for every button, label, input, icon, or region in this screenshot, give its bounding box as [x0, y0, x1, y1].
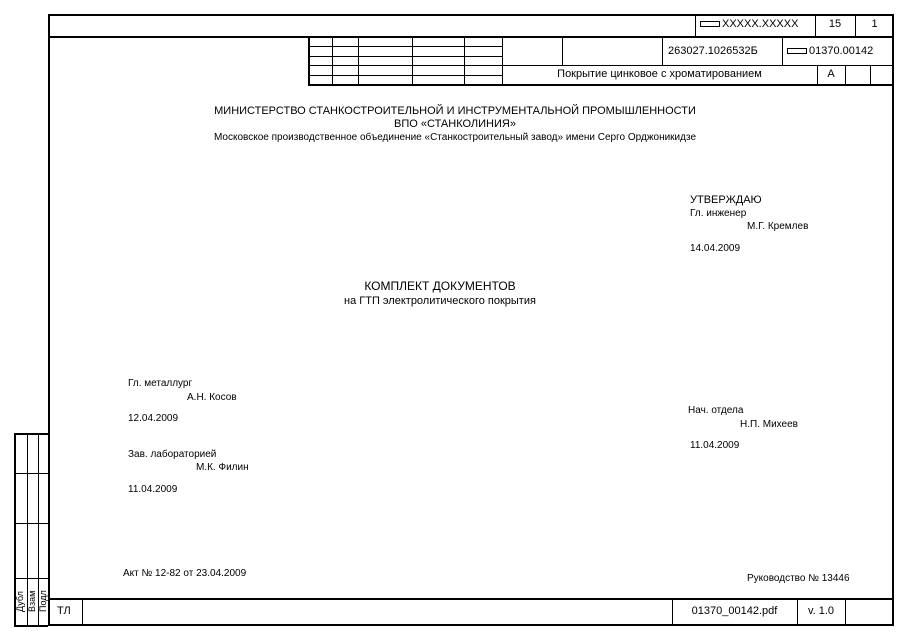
coating-title: Покрытие цинковое с хроматированием	[557, 68, 762, 80]
doc-title-line-1: КОМПЛЕКТ ДОКУМЕНТОВ	[364, 279, 516, 293]
side-label-podl: Подл	[38, 590, 48, 612]
doc-code-top	[700, 18, 798, 30]
footer-tl: ТЛ	[57, 605, 71, 617]
sig-1-date: 12.04.2009	[128, 413, 179, 424]
sig-right-role: Нач. отдела	[688, 405, 744, 416]
sig-2-date: 11.04.2009	[128, 484, 178, 495]
code-b	[787, 45, 873, 57]
code-a: 263027.1026532Б	[668, 45, 758, 57]
letter-cell: A	[827, 68, 835, 80]
org-line-3: Московское производственное объединение «Станкостроительный завод» имени Серго Орджоникидзе	[213, 132, 697, 143]
sheets-total: 1	[871, 18, 878, 30]
sig-2-role: Зав. лабораторией	[128, 449, 217, 460]
doc-code-top-text: XXXXX.XXXXX	[722, 18, 799, 30]
sig-1-name: А.Н. Косов	[187, 392, 237, 403]
sig-2-name: М.К. Филин	[196, 462, 249, 473]
side-label-vzam: Взам	[27, 590, 37, 612]
sig-1-role: Гл. металлург	[128, 378, 193, 389]
manual-reference: Руководство № 13446	[747, 573, 850, 584]
sig-right-date: 11.04.2009	[690, 440, 740, 451]
approve-name: М.Г. Кремлев	[747, 221, 809, 232]
act-reference: Акт № 12-82 от 23.04.2009	[123, 568, 247, 579]
org-line-1: МИНИСТЕРСТВО СТАНКОСТРОИТЕЛЬНОЙ И ИНСТРУМЕНТАЛЬНОЙ ПРОМЫШЛЕННОСТИ	[214, 105, 696, 117]
side-label-dubl: Дубл	[15, 591, 25, 612]
footer-version: v. 1.0	[807, 605, 835, 617]
code-b-text: 01370.00142	[809, 45, 874, 57]
footer-filename: 01370_00142.pdf	[691, 605, 778, 617]
designation-mark-icon	[700, 21, 720, 27]
approve-role: Гл. инженер	[690, 208, 747, 219]
doc-title-line-2: на ГТП электролитического покрытия	[344, 295, 536, 307]
designation-mark-icon	[787, 48, 807, 54]
org-line-2: ВПО «СТАНКОЛИНИЯ»	[394, 118, 516, 130]
approve-title: УТВЕРЖДАЮ	[690, 194, 762, 206]
approve-date: 14.04.2009	[690, 243, 741, 254]
sheet-number: 15	[828, 18, 842, 30]
sig-right-name: Н.П. Михеев	[740, 419, 798, 430]
